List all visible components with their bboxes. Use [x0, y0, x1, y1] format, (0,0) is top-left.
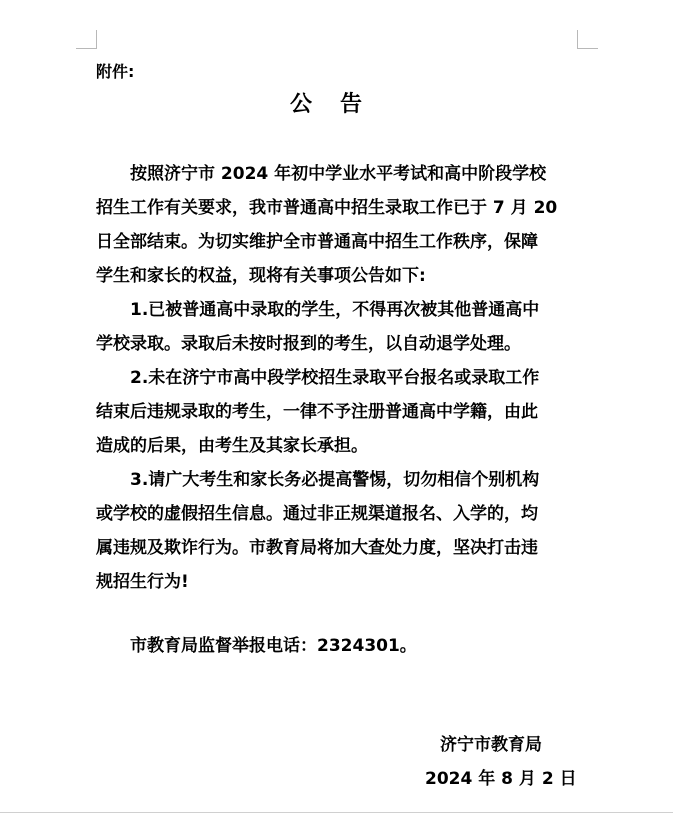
body-line: 学生和家长的权益，现将有关事项公告如下: — [96, 266, 426, 286]
body-line: 日全部结束。为切实维护全市普通高中招生工作秩序，保障 — [96, 232, 538, 252]
page-bottom-edge — [0, 812, 673, 813]
body-line: 学校录取。录取后未按时报到的考生，以自动退学处理。 — [96, 334, 521, 354]
signature-date: 2024 年 8 月 2 日 — [425, 769, 577, 789]
page-title: 公告 — [290, 92, 391, 117]
body-line: 3.请广大考生和家长务必提高警惕，切勿相信个别机构 — [130, 470, 540, 490]
body-line: 结束后违规录取的考生，一律不予注册普通高中学籍，由此 — [96, 402, 538, 422]
body-line: 或学校的虚假招生信息。通过非正规渠道报名、入学的，均 — [96, 504, 538, 524]
body-line: 造成的后果，由考生及其家长承担。 — [96, 436, 368, 456]
body-line: 招生工作有关要求，我市普通高中招生录取工作已于 7 月 20 — [96, 198, 558, 218]
signature-org: 济宁市教育局 — [440, 735, 542, 755]
crop-mark-top-right-vertical — [577, 30, 578, 49]
crop-mark-top-left — [76, 48, 97, 49]
body-line: 规招生行为! — [96, 572, 189, 592]
hotline-text: 市教育局监督举报电话：2324301。 — [130, 636, 417, 656]
body-line: 属违规及欺诈行为。市教育局将加大查处力度，坚决打击违 — [96, 538, 538, 558]
crop-mark-top-right — [577, 48, 598, 49]
crop-mark-top-left-vertical — [96, 30, 97, 49]
attachment-label: 附件: — [96, 62, 135, 81]
body-line: 2.未在济宁市高中段学校招生录取平台报名或录取工作 — [130, 368, 540, 388]
body-line: 按照济宁市 2024 年初中学业水平考试和高中阶段学校 — [130, 164, 547, 184]
body-line: 1.已被普通高中录取的学生，不得再次被其他普通高中 — [130, 300, 540, 320]
